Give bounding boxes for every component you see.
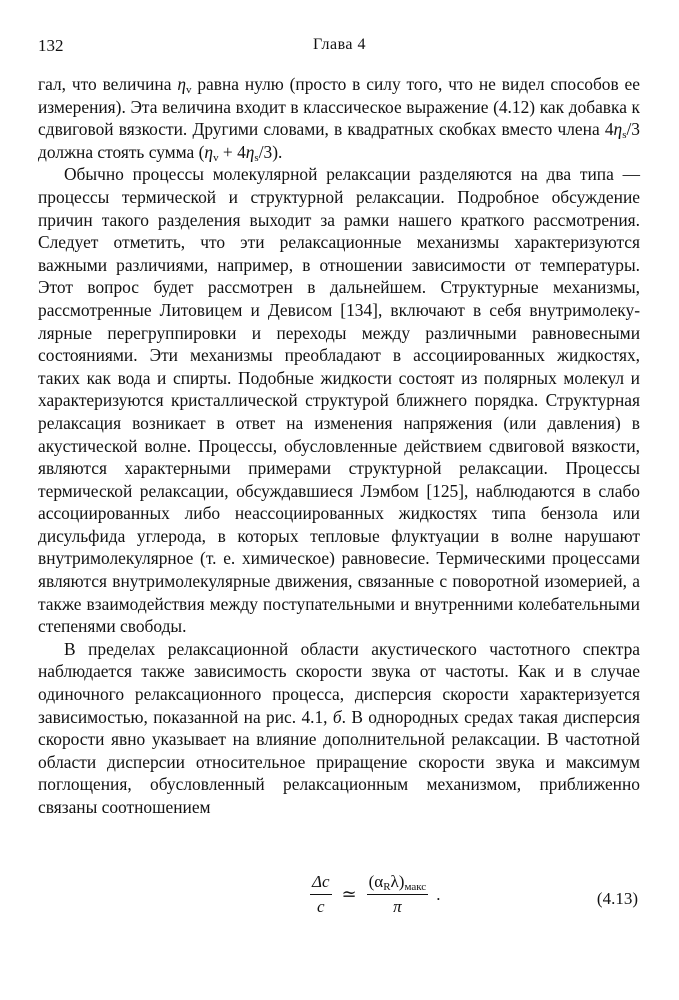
equation-period: . [436,884,441,904]
text-run: Обычно процессы молекулярной релаксации разделяются на два типа — процессы термической и структурной релаксации. Подробное обсуждение причин такого разделения выходит за рамки нашего краткого рассмотрения. Следует отметить, что эти релаксационные механизмы характеризуются важными различиями, например, в отношении зависимости от температуры. Этот вопрос будет рассмотрен в дальнейшем. Структурные механизмы, рассмотренные Литовицем и Девисом [134], включают в себя внутримолекулярные перегруппировки и переходы между различными равновесными состояниями. Эти механизмы преобладают в ассоциированных жидкостях, таких как вода и спирты. Подобные жидкости состоят из полярных молекул и характеризуются кристаллической структурой ближнего порядка. Структурная релаксация возникает в ответ на изменения напряжения (или давления) в акустической волне. Процессы, обусловленные действием сдвиговой вязкости, являются характерными примерами структурной релаксации. Процессы термической релаксации, обсуждавшиеся Лэмбом [125], наблюдаются в слабо ассоциированных либо неассоциированных жидкостях типа бензола или дисульфида углерода, в которых тепловые флуктуации в волне нарушают внутримолекулярное (т. е. химическое) равновесие. Термическими процессами являются внутримолекулярные движения, связанные с поворотной изомерией, а также взаимодействия между поступательными и внутренними колебательными степенями свободы. [38,164,640,637]
equation-number: (4.13) [596,889,638,908]
rhs-subscript-r: R [383,881,391,893]
running-head-chapter: Глава 4 [312,36,367,53]
rhs-subscript-max: макс [404,881,427,893]
text-run: /3 должна стоять сумма ( [38,119,640,162]
text-run: гал, что величина [38,74,178,94]
text-run: равна нулю (просто в силу того, что не видел способов ее измерения). Эта величина входит в классическое выражение (4.12) как добавка к сдвиговой вязкости. Другими словами, в квадратных скобках вместо члена 4 [38,74,640,140]
text-run: /3). [258,141,283,162]
inline-math-ηs: $\eta_s$ [613,119,627,142]
paragraph-2 [38,163,640,637]
inline-math-ηv: $\eta_v$ [177,74,192,96]
italic-text: б [332,706,342,727]
text-run: + 4 [218,141,246,162]
equation-body [306,872,440,917]
rhs-denominator: π [393,897,402,916]
inline-math-ηs: $\eta_s$ [245,141,259,164]
approx-sign: ≃ [341,884,357,904]
text-run: . В однородных средах такая дисперсия скорости явно указывает на влияние дополнительной релаксации. В частотной области дисперсии относительное приращение скорости звука и максимум поглощения, обусловленный релаксационным механизмом, приближенно связаны соотношением [38,706,641,817]
paragraph-1 [38,73,640,163]
rhs-fraction [367,872,429,917]
rhs-numerator [367,872,429,895]
page-number: 132 [38,36,64,55]
text-run: В пределах релаксационной области акустического частотного спектра наблюдается также зависимость скорости звука от частоты. Как и в случае одиночного релаксационного процесса, дисперсия скорости характеризуется зависимостью, показанной на рис. 4.1, [38,638,640,727]
body-text [38,73,640,819]
rhs-numerator-open: (α [368,872,384,891]
inline-math-ηv: $\eta_v$ [204,141,219,164]
rhs-numerator-close: λ) [390,872,405,891]
equation-4-13 [38,872,640,932]
lhs-numerator: Δc [310,872,332,895]
paragraph-3 [38,638,640,819]
lhs-denominator: c [316,897,325,916]
lhs-fraction [310,872,332,917]
